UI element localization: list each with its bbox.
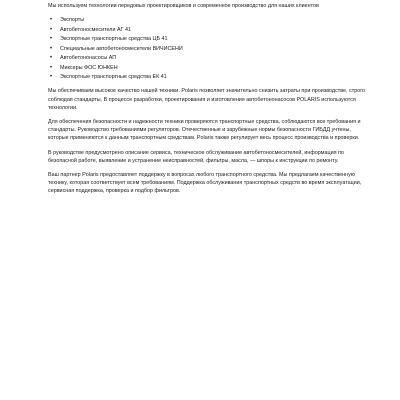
list-item: • Специальные автобетоносмесители ВИЧИСЕНИ [48,45,372,53]
list-item: • Автобетоносмесители АГ 41 [48,26,372,34]
body-paragraph: Для обеспечения безопасности и надежности техники проверяются транспортные средства, соблюдаются все требования и стандарты. Руководство требованиями регуляторов. Отечественные и зарубежные нормы безопасности ГИБДД учтены, которые применяются к данным транспортным средствам. Polaris также регулирует весь процесс производства и проверки. [48,119,361,142]
list-item: • Экспортные транспортные средства ЕК 41 [48,73,372,81]
list-item: • Миксеры ФОС ЮНКЕН [48,64,372,72]
body-paragraph: Мы обеспечиваем высокое качество нашей техники. Polaris позволяет значительно снизить затраты при производстве, строго соблюдая стандарты. В процессе разработки, проектирования и изготовления автобетононасосов POLARIS используются технологии. [48,88,366,111]
list-item: • Экспортные транспортные средства ЦБ 41 [48,35,372,43]
body-paragraph: В руководстве предусмотрено описание сервиса, техническое обслуживание автобетоносмесителей, информация по безопасной работе, выявление и устранение неисправностей, фильтры, масла, — шпоры к инструкции по ремонту. [48,149,344,164]
product-list [48,16,372,81]
intro-paragraph: Мы используем технологии передовых проектировщиков и современное производство для наших клиентов [48,3,319,9]
list-item: • Экспорты [48,16,372,24]
list-item: • Автобетононасосы АП [48,54,372,62]
body-paragraph: Ваш партнер Polaris предоставляет поддержку в вопросах любого транспортного средства. Мы предлагаем качественную технику, которая соответствует всем требованиям. Поддержка обслуживания транспортных средств во время эксплуатации, сервисная поддержка, проверка и подбор фильтров. [48,172,362,195]
